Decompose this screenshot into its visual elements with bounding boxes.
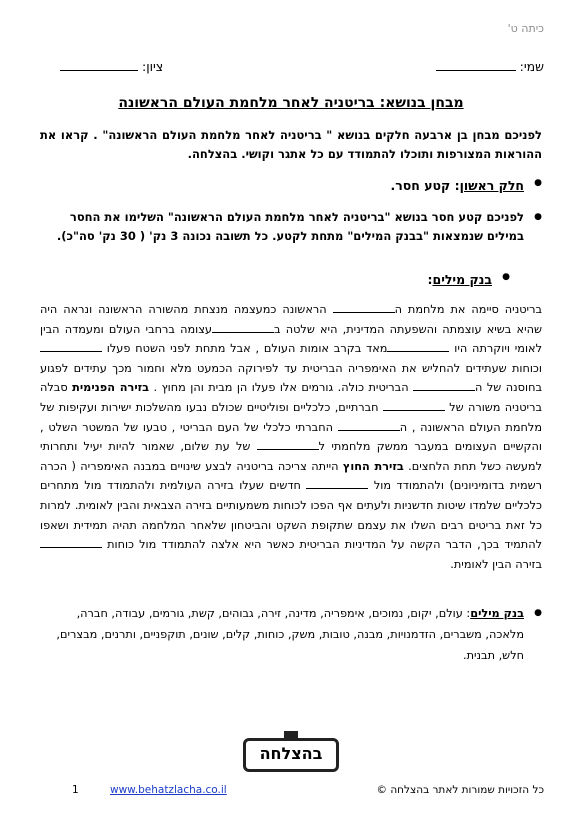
word-bank-list — [40, 603, 542, 666]
part1-title: : קטע חסר. — [390, 178, 460, 193]
grade-field[interactable] — [60, 58, 163, 74]
copyright-notice: כל הזכויות שמורות לאתר בהצלחה © — [376, 784, 544, 796]
blank-8[interactable] — [257, 438, 319, 450]
blank-2[interactable] — [212, 321, 274, 333]
passage: בריטניה סיימה את מלחמת ה הראשונה כמעצמה מנצחת מהשורה הראשונה ונראה היה שהיא בשיא עוצמתה והשפעתה המדינית, היא שלטה בעצומה ברחבי העולם ומעמדה הבין לאומי ויוקרתה היו מאד בקרב אומות העולם , אבל מתחת לפני השטח פעלו וכוחות שעתידים להחליש את האימפריה הבריטית עד לפירוקה הכמעט מלא וחמור מכך עתידים לפגוע בחוסנה של ה הבריטית כולה. גורמים אלו פעלו הן מבית והן מחוץ . בזירה הפנימית סבלה בריטניה משורה של חברתיים, כלכליים ופוליטיים שכולם נבעו מהשלכות ישירות ועקיפות של מלחמת העולם הראשונה , ה החברתי כלכלי של העם הבריטי , טבעו של המשטר השלט , והקשיים העצומים במעבר ממשק מלחמתי ל של עת שלום, שאמור להיות יעיל ותחרותי למעשה כשל תחת הלחצים. בזירת החוץ הייתה צריכה בריטניה לבצע שינויים במבנה האימפריה ( הכרה רשמית בדומיניונים) ולהתמודד מול חדשים שעלו בזירה העולמית ולהתמודד מול מתחרים כלכליים שלמדו שיטות חדשניות ולעתים אף הפכו לכוחות משמעותיים בזירה הצבאית והבין לאומית. למרות כל זאת בריטים רבים השלו את עצמם שתקופת השקט והביטחון שלאחר המלחמה תהיה תמידית ושאפו להתמיד בכך, הדבר הקשה על המדיניות הבריטית כאשר היא אלצה להתמודד מול כוחות בזירה הבין לאומית. — [40, 303, 543, 571]
part1-instructions: ● לפניכם קטע חסר בנושא "בריטניה לאחר מלחמת העולם הראשונה" השלימו את החסר במילים שנמצאות "בבנק המילים" מתחת לקטע. כל תשובה נכונה 3 נק' ( 30 נק' סה"כ). — [40, 208, 542, 246]
name-field[interactable] — [436, 58, 544, 74]
blank-7[interactable] — [338, 419, 400, 431]
word-bank-heading: ● בנק מילים: — [40, 272, 510, 287]
grade-label: ציון: — [141, 59, 164, 74]
blank-9[interactable] — [306, 477, 368, 489]
grade-line[interactable] — [60, 58, 138, 71]
part1-label: חלק ראשון — [459, 178, 524, 193]
intro-paragraph: לפניכם מבחן בן ארבעה חלקים בנושא " בריטניה לאחר מלחמת העולם הראשונה" . קראו את ההוראות המצורפות ותוכלו להתמודד עם כל אתגר וקושי. בהצלחה. — [40, 128, 542, 161]
page-title: מבחן בנושא: בריטניה לאחר מלחמת העולם הראשונה — [118, 95, 464, 111]
name-label: שמי: — [519, 59, 544, 74]
class-label: כיתה ט' — [507, 22, 544, 35]
blank-3[interactable] — [387, 340, 449, 352]
logo-pen-icon — [254, 731, 328, 741]
blank-6[interactable] — [383, 399, 445, 411]
name-line[interactable] — [436, 58, 516, 71]
site-link[interactable]: www.behatzlacha.co.il — [110, 784, 227, 796]
word-bank-words: : עולם, יקום, נמוכים, אימפריה, מדינה, זירה, גבוהים, קשת, גורמים, עבודה, חברה, מלאכה, משברים, הזדמנויות, מבנה, טובות, משק, כוחות, קלים, שונים, תוקפניים, ותרנים, מבצרים, חלש, תבנית. — [56, 607, 524, 662]
blank-10[interactable] — [40, 536, 102, 548]
part1-heading — [40, 178, 542, 193]
blank-5[interactable] — [413, 379, 475, 391]
page-number: 1 — [72, 784, 79, 796]
blank-4[interactable] — [40, 340, 102, 352]
word-bank-label: בנק מילים — [470, 607, 524, 620]
blank-1[interactable] — [333, 301, 395, 313]
site-logo: בהצלחה — [243, 738, 339, 772]
